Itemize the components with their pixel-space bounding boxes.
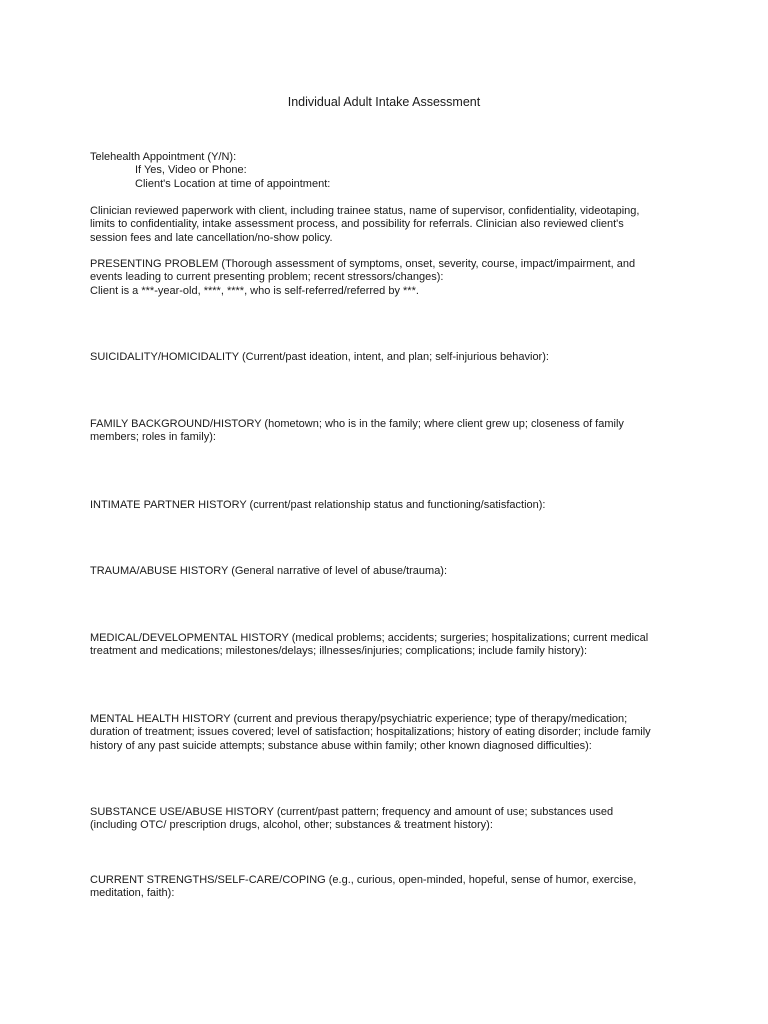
strengths-section (90, 874, 670, 901)
strengths-heading-cont: meditation, faith): (90, 887, 175, 900)
client-description-line: Client is a ***-year-old, ****, ****, who is self-referred/referred by ***. (90, 284, 419, 297)
video-or-phone-label: If Yes, Video or Phone: (135, 164, 247, 177)
paperwork-review-line: limits to confidentiality, intake assessment process, and possibility for referrals. Clinician also reviewed client's (90, 218, 624, 231)
telehealth-section (90, 151, 670, 191)
family-background-heading-cont: members; roles in family): (90, 431, 216, 444)
family-background-heading: FAMILY BACKGROUND/HISTORY (hometown; who is in the family; where client grew up; closeness of family (90, 418, 624, 430)
paperwork-review-line: Clinician reviewed paperwork with client, including trainee status, name of supervisor, confidentiality, videotaping, (90, 205, 640, 217)
paperwork-review-section (90, 205, 670, 245)
mental-health-heading: MENTAL HEALTH HISTORY (current and previous therapy/psychiatric experience; type of therapy/medication; (90, 713, 628, 725)
family-background-section (90, 418, 670, 445)
presenting-problem-heading: PRESENTING PROBLEM (Thorough assessment of symptoms, onset, severity, course, impact/impairment, and (90, 258, 636, 270)
suicidality-section (90, 351, 670, 364)
medical-section (90, 632, 670, 659)
suicidality-heading: SUICIDALITY/HOMICIDALITY (Current/past ideation, intent, and plan; self-injurious behavior): (90, 351, 549, 363)
substance-use-heading: SUBSTANCE USE/ABUSE HISTORY (current/past pattern; frequency and amount of use; substances used (90, 806, 614, 818)
mental-health-section (90, 713, 670, 753)
document-title: Individual Adult Intake Assessment (287, 95, 481, 109)
strengths-heading: CURRENT STRENGTHS/SELF-CARE/COPING (e.g., curious, open-minded, hopeful, sense of humor, exercise, (90, 874, 637, 886)
mental-health-heading-cont: duration of treatment; issues covered; level of satisfaction; hospitalizations; history of eating disorder; include family (90, 726, 651, 739)
medical-heading: MEDICAL/DEVELOPMENTAL HISTORY (medical problems; accidents; surgeries; hospitalizations; current medical (90, 632, 649, 644)
intimate-partner-heading: INTIMATE PARTNER HISTORY (current/past relationship status and functioning/satisfaction): (90, 499, 546, 511)
presenting-problem-heading-cont: events leading to current presenting problem; recent stressors/changes): (90, 271, 444, 284)
intimate-partner-section (90, 499, 670, 512)
client-location-label: Client's Location at time of appointment: (135, 177, 331, 190)
trauma-heading: TRAUMA/ABUSE HISTORY (General narrative of level of abuse/trauma): (90, 565, 448, 577)
substance-use-heading-cont: (including OTC/ prescription drugs, alcohol, other; substances & treatment history): (90, 819, 493, 832)
substance-use-section (90, 806, 670, 833)
mental-health-heading-cont: history of any past suicide attempts; substance abuse within family; other known diagnosed difficulties): (90, 739, 592, 752)
medical-heading-cont: treatment and medications; milestones/delays; illnesses/injuries; complications; include family history): (90, 645, 588, 658)
telehealth-label: Telehealth Appointment (Y/N): (90, 151, 237, 163)
trauma-section (90, 565, 670, 578)
presenting-problem-section (90, 258, 670, 298)
paperwork-review-line: session fees and late cancellation/no-show policy. (90, 231, 333, 244)
